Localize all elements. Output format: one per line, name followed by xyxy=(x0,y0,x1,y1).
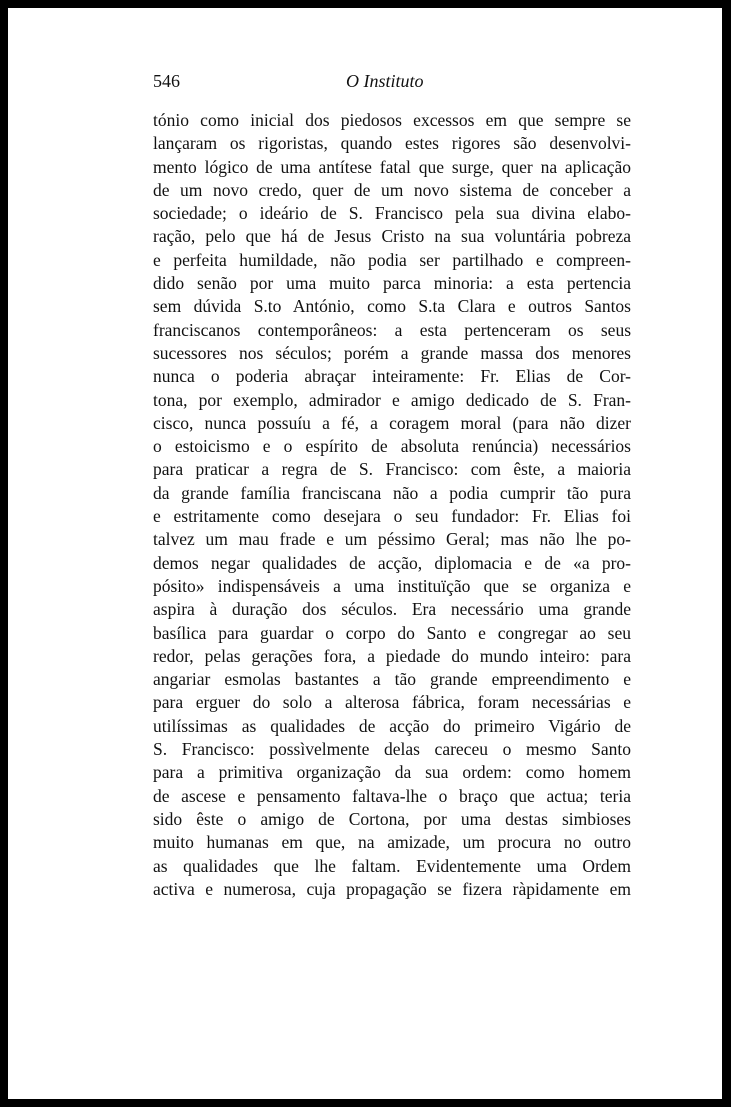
text-line: dido senão por uma muito parca minoria: a esta pertencia xyxy=(153,273,631,294)
text-line: para praticar a regra de S. Francisco: com êste, a maioria xyxy=(153,459,631,480)
text-line: pósito» indispensáveis a uma instituïção que se organiza e xyxy=(153,575,631,596)
text-line: mento lógico de uma antítese fatal que surge, quer na aplicação xyxy=(153,156,631,177)
running-title: O Instituto xyxy=(346,71,424,91)
text-line: tona, por exemplo, admirador e amigo dedicado de S. Fran- xyxy=(153,389,631,410)
text-line: tónio como inicial dos piedosos excessos em que sempre se xyxy=(153,110,631,130)
text-line: para erguer do solo a alterosa fábrica, foram necessárias e xyxy=(153,692,631,713)
text-line: angariar esmolas bastantes a tão grande empreendimento e xyxy=(153,669,631,690)
text-line: sido êste o amigo de Cortona, por uma destas simbioses xyxy=(153,808,631,829)
text-line: e estritamente como desejara o seu fundador: Fr. Elias foi xyxy=(153,506,631,527)
text-line: lançaram os rigoristas, quando estes rigores são desenvolvi- xyxy=(153,133,631,154)
page-header xyxy=(153,71,631,97)
text-line: e perfeita humildade, não podia ser partilhado e compreen- xyxy=(153,249,631,270)
text-line: muito humanas em que, na amizade, um procura no outro xyxy=(153,832,631,853)
text-line: franciscanos contemporâneos: a esta pertenceram os seus xyxy=(153,319,631,340)
body-text xyxy=(153,109,631,901)
book-page xyxy=(8,8,722,1099)
text-line: demos negar qualidades de acção, diplomacia e de «a pro- xyxy=(153,552,631,573)
text-line: da grande família franciscana não a podia cumprir tão pura xyxy=(153,482,631,503)
text-line: aspira à duração dos séculos. Era necessário uma grande xyxy=(153,599,631,620)
text-line: sociedade; o ideário de S. Francisco pela sua divina elabo- xyxy=(153,203,631,224)
text-line: activa e numerosa, cuja propagação se fizera ràpidamente em xyxy=(153,878,631,899)
text-line: sucessores nos séculos; porém a grande massa dos menores xyxy=(153,342,631,363)
text-line: S. Francisco: possìvelmente delas careceu o mesmo Santo xyxy=(153,739,631,760)
text-line: talvez um mau frade e um péssimo Geral; mas não lhe po- xyxy=(153,529,631,550)
text-line: basílica para guardar o corpo do Santo e congregar ao seu xyxy=(153,622,631,643)
text-line: utilíssimas as qualidades de acção do primeiro Vigário de xyxy=(153,715,631,736)
text-line: as qualidades que lhe faltam. Evidentemente uma Ordem xyxy=(153,855,631,876)
text-line: nunca o poderia abraçar inteiramente: Fr. Elias de Cor- xyxy=(153,366,631,387)
text-line: cisco, nunca possuíu a fé, a coragem moral (para não dizer xyxy=(153,412,631,433)
text-line: de ascese e pensamento faltava-lhe o braço que actua; teria xyxy=(153,785,631,806)
text-line: o estoicismo e o espírito de absoluta renúncia) necessários xyxy=(153,436,631,457)
page-number: 546 xyxy=(153,71,180,91)
text-line: para a primitiva organização da sua ordem: como homem xyxy=(153,762,631,783)
text-line: ração, pelo que há de Jesus Cristo na sua voluntária pobreza xyxy=(153,226,631,247)
text-line: redor, pelas gerações fora, a piedade do mundo inteiro: para xyxy=(153,645,631,666)
text-line: sem dúvida S.to António, como S.ta Clara e outros Santos xyxy=(153,296,631,317)
text-line: de um novo credo, quer de um novo sistema de conceber a xyxy=(153,179,631,200)
